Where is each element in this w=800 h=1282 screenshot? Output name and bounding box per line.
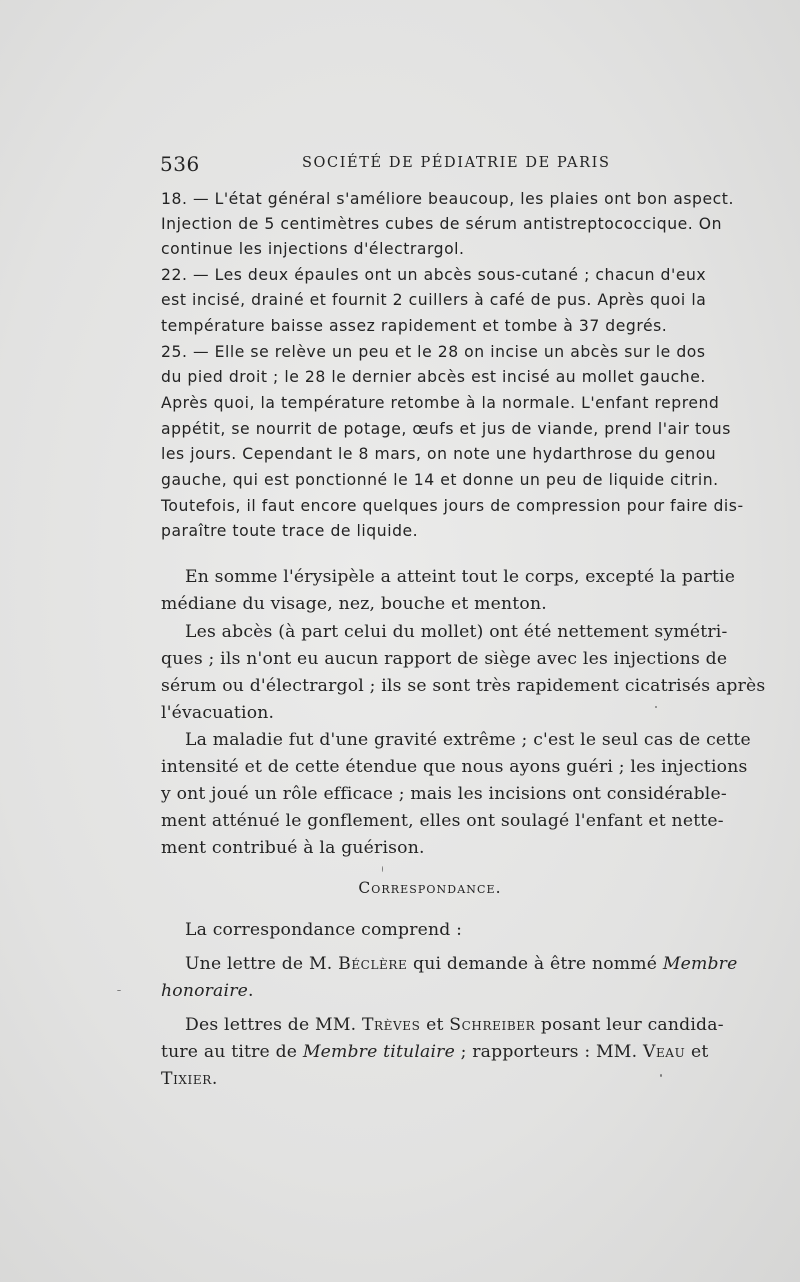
case-note-line: appétit, se nourrit de potage, œufs et jus de viande, prend l'air tous (161, 420, 731, 438)
discussion-line: l'évacuation. (161, 703, 275, 723)
scan-speck (117, 990, 121, 991)
letter-2-line-3 (161, 1069, 218, 1089)
section-heading: Correspondance. (358, 879, 502, 897)
discussion-line: En somme l'érysipèle a atteint tout le corps, excepté la partie (185, 567, 736, 587)
case-note-line: est incisé, drainé et fournit 2 cuillers à café de pus. Après quoi la (161, 291, 707, 309)
discussion-line: ment atténué le gonflement, elles ont soulagé l'enfant et nette- (161, 811, 724, 831)
correspondance-intro: La correspondance comprend : (185, 920, 463, 940)
letter-2-suffix: posant leur candida- (535, 1015, 724, 1035)
letter-1-line-1 (185, 954, 738, 974)
case-note-line: Après quoi, la température retombe à la normale. L'enfant reprend (161, 394, 720, 412)
punctuation: . (247, 981, 254, 1001)
discussion-line: intensité et de cette étendue que nous ayons guéri ; les injections (161, 757, 748, 777)
discussion-line: ques ; ils n'ont eu aucun rapport de siège avec les injections de (161, 649, 728, 669)
case-note-line: Injection de 5 centimètres cubes de sérum antistreptococcique. On (161, 215, 723, 233)
discussion-line: y ont joué un rôle efficace ; mais les incisions ont considérable- (161, 784, 727, 804)
letter-1-prefix: Une lettre de M. (185, 954, 339, 974)
conjunction: et (685, 1042, 709, 1062)
running-header (160, 152, 705, 176)
punctuation: . (211, 1069, 218, 1089)
case-note-line: paraître toute trace de liquide. (161, 522, 419, 540)
scan-speck (382, 866, 383, 872)
discussion-line: La maladie fut d'une gravité extrême ; c'est le seul cas de cette (185, 730, 751, 750)
letter-2-prefix: Des lettres de MM. (185, 1015, 362, 1035)
page-number: 536 (160, 152, 200, 176)
case-note-line: du pied droit ; le 28 le dernier abcès est incisé au mollet gauche. (161, 368, 706, 386)
case-note-line: 25. — Elle se relève un peu et le 28 on incise un abcès sur le dos (161, 343, 706, 361)
member-name: Tixier (161, 1069, 212, 1089)
case-note-line: 18. — L'état général s'améliore beaucoup, les plaies ont bon aspect. (161, 190, 734, 208)
case-note-line: continue les injections d'électrargol. (161, 240, 465, 258)
conjunction: et (420, 1015, 450, 1035)
case-note-line: Toutefois, il faut encore quelques jours de compression pour faire dis- (161, 497, 744, 515)
journal-title: SOCIÉTÉ DE PÉDIATRIE DE PARIS (302, 155, 611, 171)
letter-2-line-2-prefix: ture au titre de (161, 1042, 303, 1062)
case-note-line: 22. — Les deux épaules ont un abcès sous-cutané ; chacun d'eux (161, 266, 707, 284)
letter-2-line-1 (185, 1015, 724, 1035)
member-name: Veau (642, 1042, 686, 1062)
membership-title: Membre titulaire (302, 1042, 455, 1062)
discussion-line: médiane du visage, nez, bouche et menton. (161, 594, 547, 614)
discussion-line: sérum ou d'électrargol ; ils se sont très rapidement cicatrisés après (161, 676, 766, 696)
scan-speck (660, 1074, 662, 1077)
member-name: Schreiber (449, 1015, 536, 1035)
membership-title: honoraire (161, 981, 248, 1001)
scan-speck (655, 706, 657, 708)
case-note-line: gauche, qui est ponctionné le 14 et donne un peu de liquide citrin. (161, 471, 719, 489)
member-name: Béclère (338, 954, 408, 974)
letter-1-line-2 (161, 981, 254, 1001)
member-name: Trèves (361, 1015, 421, 1035)
case-note-line: température baisse assez rapidement et tombe à 37 degrés. (161, 317, 668, 335)
case-note-line: les jours. Cependant le 8 mars, on note une hydarthrose du genou (161, 445, 717, 463)
discussion-line: Les abcès (à part celui du mollet) ont été nettement symétri- (185, 622, 728, 642)
letter-2-line-2 (161, 1042, 709, 1062)
discussion-line: ment contribué à la guérison. (161, 838, 425, 858)
reporters-label: ; rapporteurs : MM. (454, 1042, 643, 1062)
membership-title: Membre (662, 954, 738, 974)
letter-1-suffix: qui demande à être nommé (407, 954, 663, 974)
